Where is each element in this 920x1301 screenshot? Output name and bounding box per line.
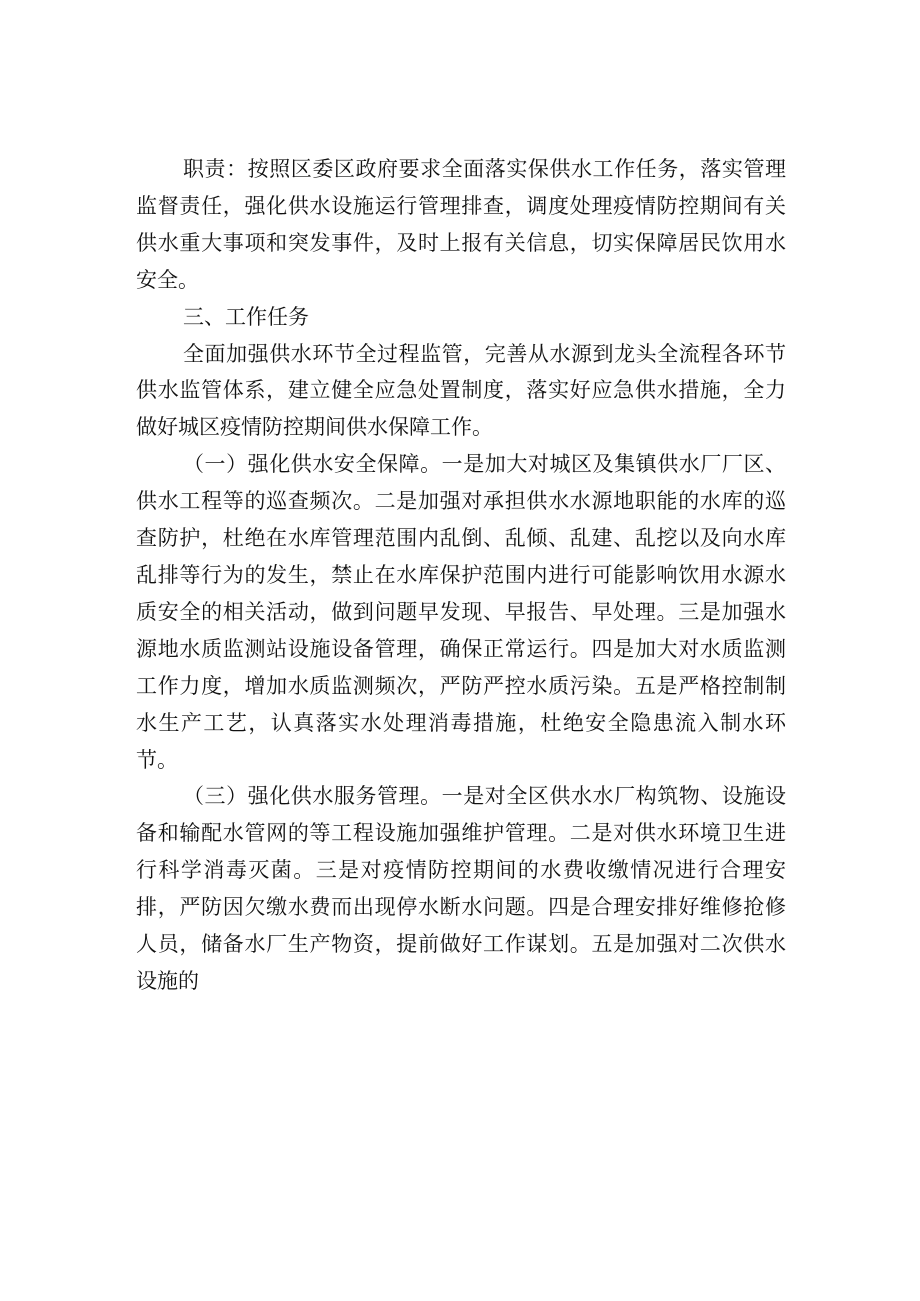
paragraph-service-management: （三）强化供水服务管理。一是对全区供水水厂构筑物、设施设备和输配水管网的等工程设施加强维护管理。二是对供水环境卫生进行科学消毒灭菌。三是对疫情防控期间的水费收缴情况进行合理安排，严防因欠缴水费而出现停水断水问题。四是合理安排好维修抢修人员，储备水厂生产物资，提前做好工作谋划。五是加强对二次供水设施的 (136, 784, 786, 993)
paragraph-overview: 全面加强供水环节全过程监管，完善从水源到龙头全流程各环节供水监管体系，建立健全应急处置制度，落实好应急供水措施，全力做好城区疫情防控期间供水保障工作。 (136, 341, 786, 440)
section-heading-work-tasks: 三、工作任务 (183, 304, 309, 329)
paragraph-safety-guarantee: （一）强化供水安全保障。一是加大对城区及集镇供水厂厂区、供水工程等的巡查频次。二是加强对承担供水水源地职能的水库的巡查防护，杜绝在水库管理范围内乱倒、乱倾、乱建、乱挖以及向水库乱排等行为的发生，禁止在水库保护范围内进行可能影响饮用水源水质安全的相关活动，做到问题早发现、早报告、早处理。三是加强水源地水质监测站设施设备管理，确保正常运行。四是加大对水质监测工作力度，增加水质监测频次，严防严控水质污染。五是严格控制制水生产工艺，认真落实水处理消毒措施，杜绝安全隐患流入制水环节。 (136, 452, 786, 772)
document-body (136, 151, 786, 1000)
paragraph-responsibilities: 职责：按照区委区政府要求全面落实保供水工作任务，落实管理监督责任，强化供水设施运行管理排查，调度处理疫情防控期间有关供水重大事项和突发事件，及时上报有关信息，切实保障居民饮用水安全。 (136, 157, 786, 292)
